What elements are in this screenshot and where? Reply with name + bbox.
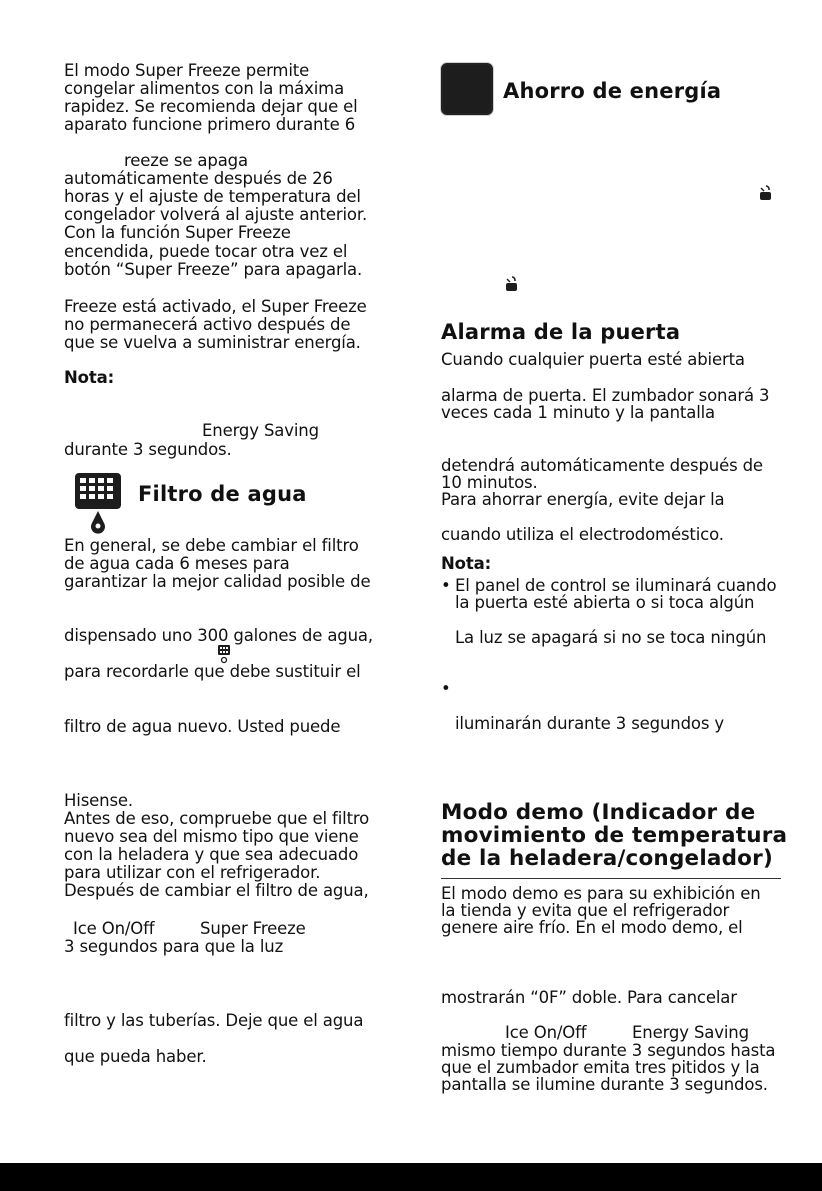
demo-heading: movimiento de temperatura [441,823,788,848]
left-line: Super Freeze [200,919,306,938]
water-filter-icon [73,473,123,535]
left-line: Freeze está activado, el Super Freeze [64,297,367,316]
right-line: Cuando cualquier puerta esté abierta [441,350,745,369]
left-line: que se vuelva a suministrar energía. [64,333,361,352]
right-line: 10 minutos. [441,473,538,492]
lock-icon [758,185,774,201]
left-line: dispensado uno 300 galones de agua, [64,626,373,645]
footer-bar [0,1163,822,1191]
right-line: que el zumbador emita tres pitidos y la [441,1058,760,1077]
lock-icon [504,276,520,292]
right-line: la tienda y evita que el refrigerador [441,901,730,920]
energy-saving-heading: Ahorro de energía [503,79,722,103]
right-line: mostrarán “0F” doble. Para cancelar [441,988,737,1007]
right-line: mismo tiempo durante 3 segundos hasta [441,1041,776,1060]
note-label: Nota: [441,554,492,573]
left-line: congelador volverá al ajuste anterior. [64,205,368,224]
left-line: botón “Super Freeze” para apagarla. [64,260,363,279]
left-line: En general, se debe cambiar el filtro [64,536,359,555]
left-line: horas y el ajuste de temperatura del [64,187,361,206]
left-line: para recordarle que debe sustituir el [64,662,361,681]
left-line: de agua cada 6 meses para [64,554,290,573]
right-line: El modo demo es para su exhibición en [441,884,761,903]
door-alarm-heading: Alarma de la puerta [441,320,681,344]
note-label: Nota: [64,368,115,387]
left-line: nuevo sea del mismo tipo que viene [64,827,359,846]
left-line: no permanecerá activo después de [64,315,351,334]
bullet: • [441,679,451,698]
right-line: veces cada 1 minuto y la pantalla [441,403,716,422]
right-line: cuando utiliza el electrodoméstico. [441,525,724,544]
demo-heading: Modo demo (Indicador de [441,800,756,825]
left-line: filtro y las tuberías. Deje que el agua [64,1011,364,1030]
left-line: Energy Saving [202,421,319,440]
right-line: genere aire frío. En el modo demo, el [441,918,743,937]
left-line: El modo Super Freeze permite [64,61,310,80]
left-line: durante 3 segundos. [64,440,232,459]
left-line: automáticamente después de 26 [64,169,333,188]
left-line: encendida, puede tocar otra vez el [64,242,348,261]
right-line: El panel de control se iluminará cuando [455,576,777,595]
right-line: Para ahorrar energía, evite dejar la [441,490,725,509]
left-line: garantizar la mejor calidad posible de [64,572,371,591]
left-line: 3 segundos para que la luz [64,937,284,956]
left-line: Con la función Super Freeze [64,223,291,242]
left-line: que pueda haber. [64,1047,207,1066]
left-line: congelar alimentos con la máxima [64,79,345,98]
bullet: • [441,576,451,595]
right-line: pantalla se ilumine durante 3 segundos. [441,1075,768,1094]
right-line: Energy Saving [632,1023,749,1042]
left-line: Hisense. [64,791,133,810]
left-line: reeze se apaga [124,151,248,170]
right-line: detendrá automáticamente después de [441,456,763,475]
left-line: filtro de agua nuevo. Usted puede [64,717,341,736]
left-line: Después de cambiar el filtro de agua, [64,881,369,900]
right-line: la puerta esté abierta o si toca algún [455,593,755,612]
left-line: rapidez. Se recomienda dejar que el [64,97,358,116]
left-line: aparato funcione primero durante 6 [64,115,356,134]
left-line: con la heladera y que sea adecuado [64,845,359,864]
section-divider [441,878,781,879]
right-line: alarma de puerta. El zumbador sonará 3 [441,386,770,405]
right-line: iluminarán durante 3 segundos y [455,714,725,733]
demo-heading: de la heladera/congelador) [441,846,773,871]
right-line: Ice On/Off [505,1023,587,1042]
left-line: Ice On/Off [73,919,155,938]
energy-saving-icon [440,62,494,116]
right-line: La luz se apagará si no se toca ningún [455,628,767,647]
left-line: para utilizar con el refrigerador. [64,863,321,882]
left-line: Antes de eso, compruebe que el filtro [64,809,370,828]
water-filter-heading: Filtro de agua [138,482,307,506]
